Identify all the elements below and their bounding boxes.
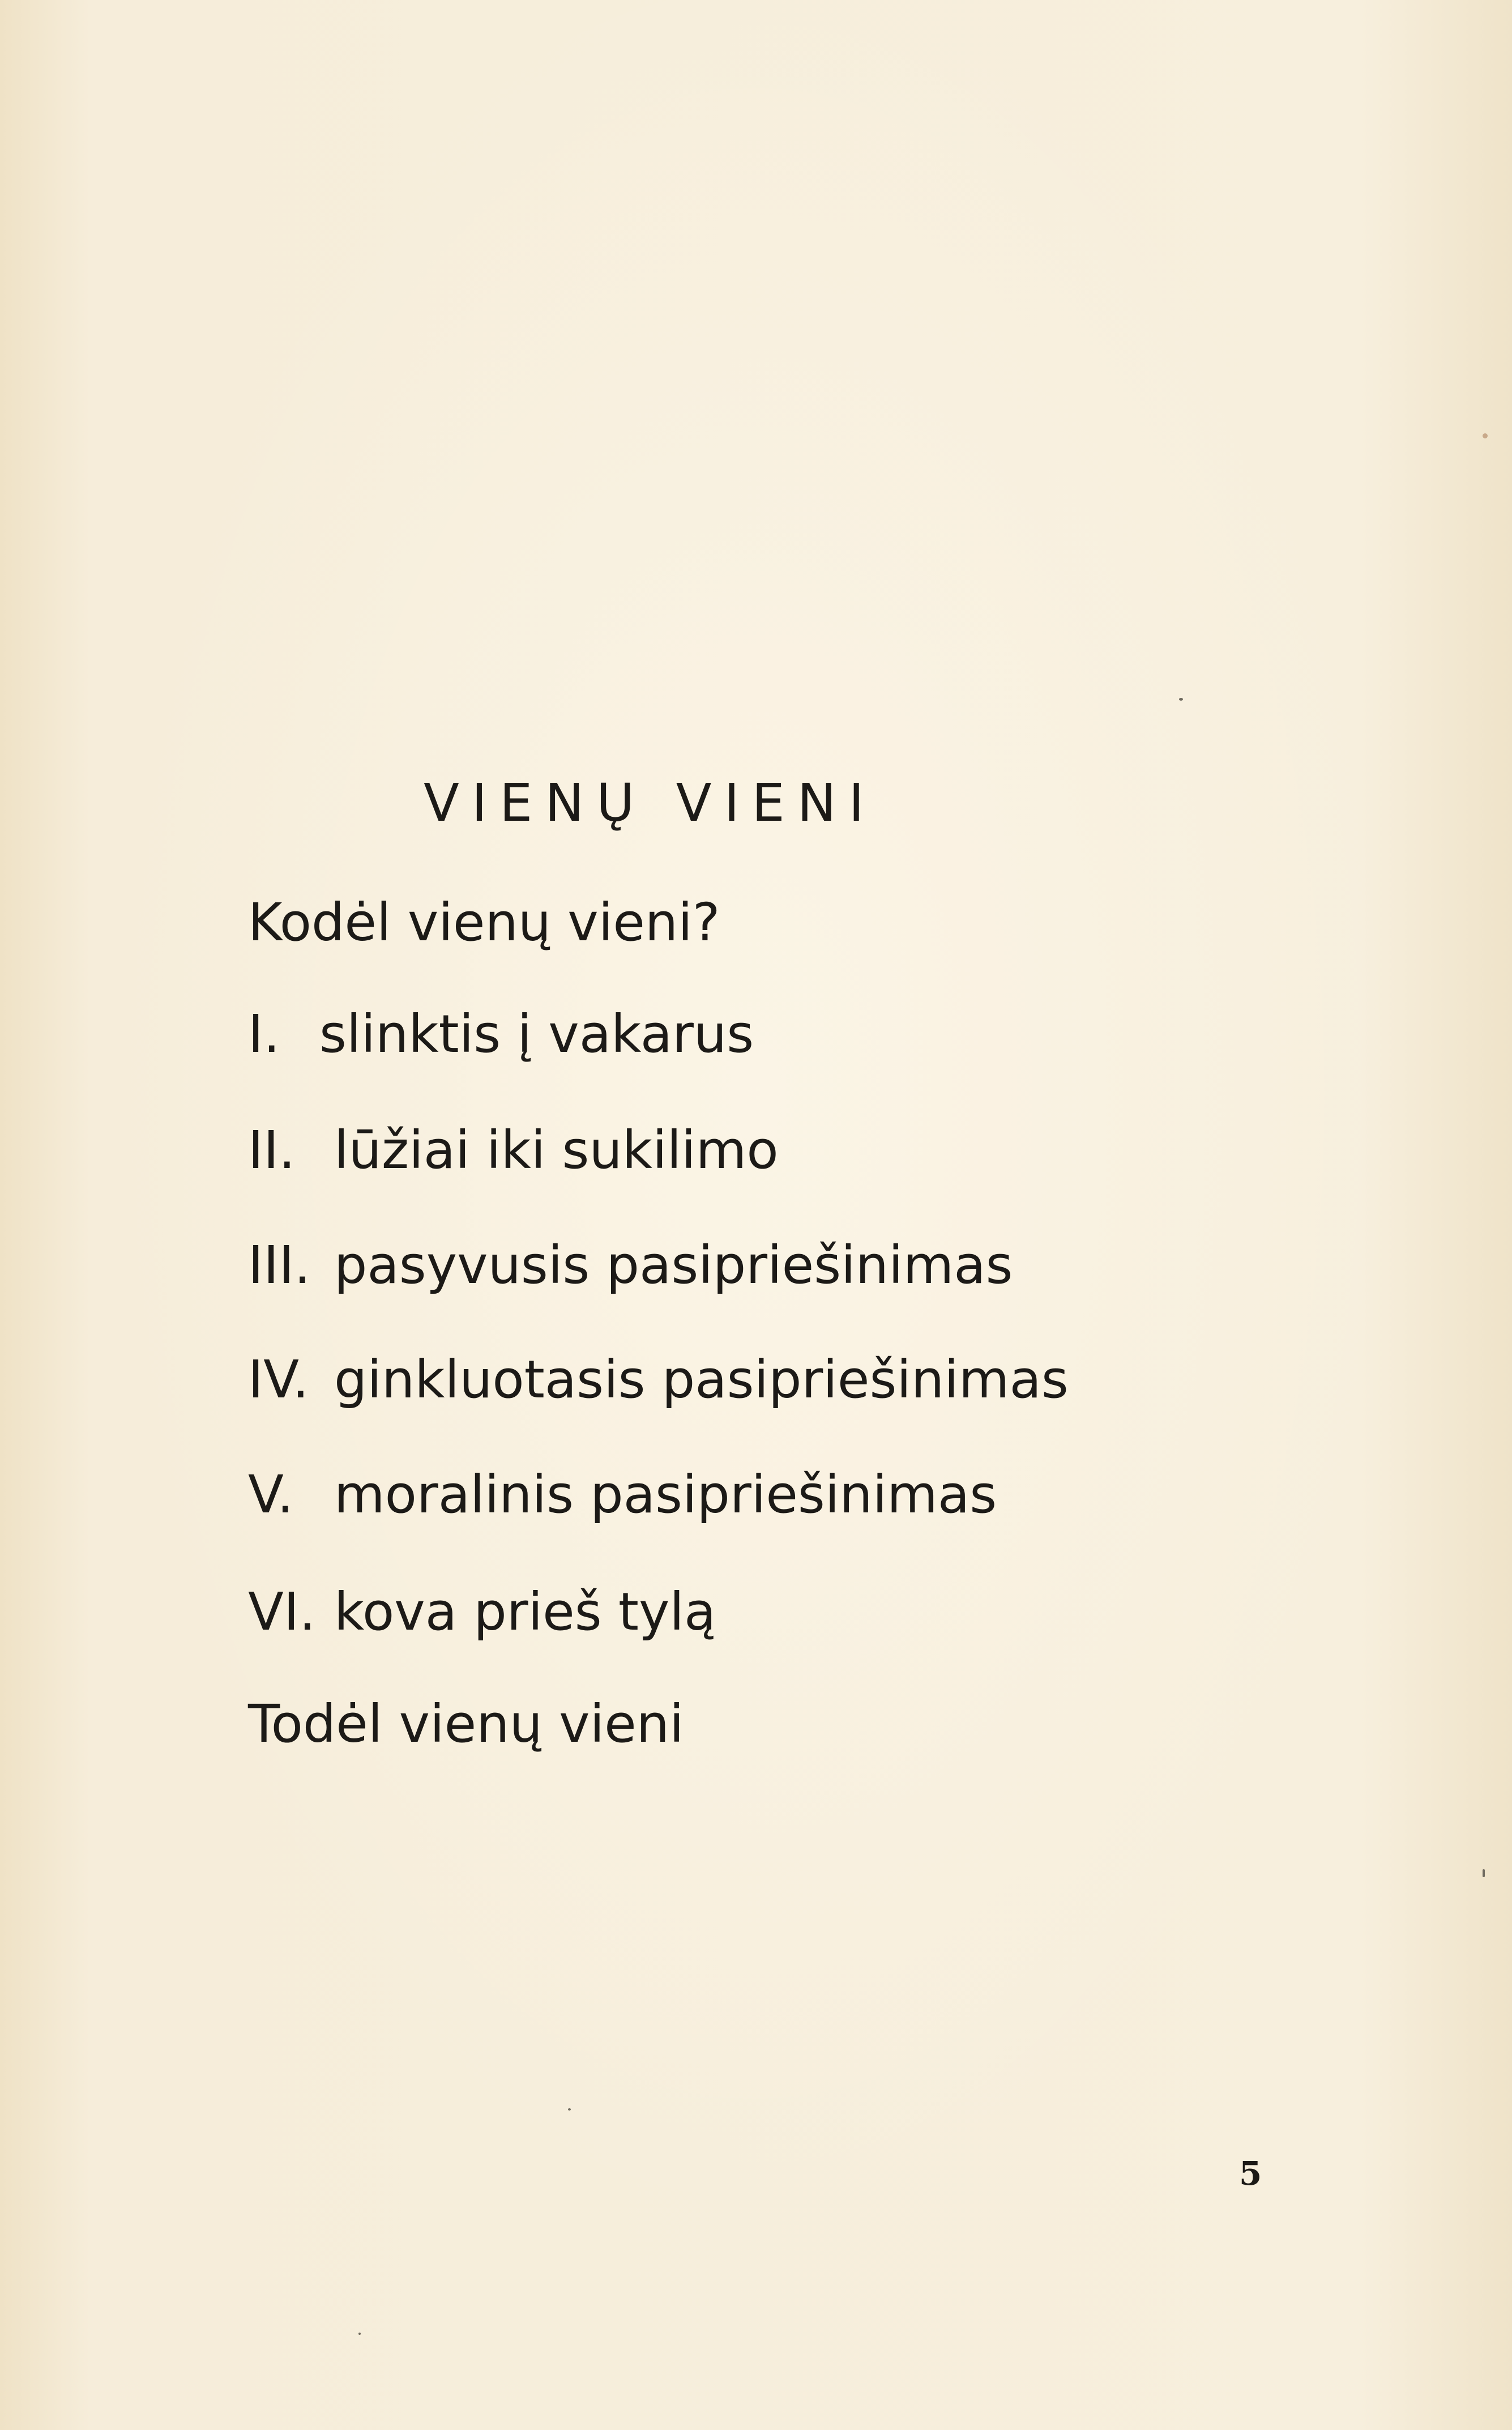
toc-chapter-1	[248, 1004, 754, 1064]
chapter-numeral: II.	[248, 1120, 296, 1180]
chapter-title: moralinis pasipriešinimas	[334, 1464, 997, 1525]
chapter-title: lūžiai iki sukilimo	[334, 1120, 779, 1180]
paper-speck	[1483, 1869, 1485, 1877]
paper-speck	[568, 2108, 571, 2111]
paper-speck	[358, 2333, 361, 2335]
chapter-title: pasyvusis pasipriešinimas	[334, 1235, 1013, 1295]
toc-chapter-5	[248, 1464, 997, 1525]
toc-chapter-4	[248, 1349, 1069, 1410]
paper-speck	[1483, 433, 1488, 438]
toc-outro: Todėl vienų vieni	[248, 1694, 684, 1754]
toc-chapter-3	[248, 1235, 1013, 1295]
toc-intro: Kodėl vienų vieni?	[248, 892, 720, 953]
chapter-numeral: III.	[248, 1235, 311, 1295]
chapter-numeral: V.	[248, 1464, 294, 1525]
toc-chapter-6	[248, 1581, 716, 1642]
chapter-title: kova prieš tylą	[334, 1581, 716, 1642]
page-title: VIENŲ VIENI	[424, 773, 877, 833]
chapter-numeral: I.	[248, 1004, 280, 1064]
toc-chapter-2	[248, 1120, 779, 1180]
chapter-title: slinktis į vakarus	[319, 1004, 754, 1064]
page-number: 5	[1239, 2154, 1262, 2193]
chapter-numeral: VI.	[248, 1581, 316, 1642]
paper-speck	[1179, 698, 1183, 701]
chapter-numeral: IV.	[248, 1349, 309, 1410]
chapter-title: ginkluotasis pasipriešinimas	[334, 1349, 1069, 1410]
